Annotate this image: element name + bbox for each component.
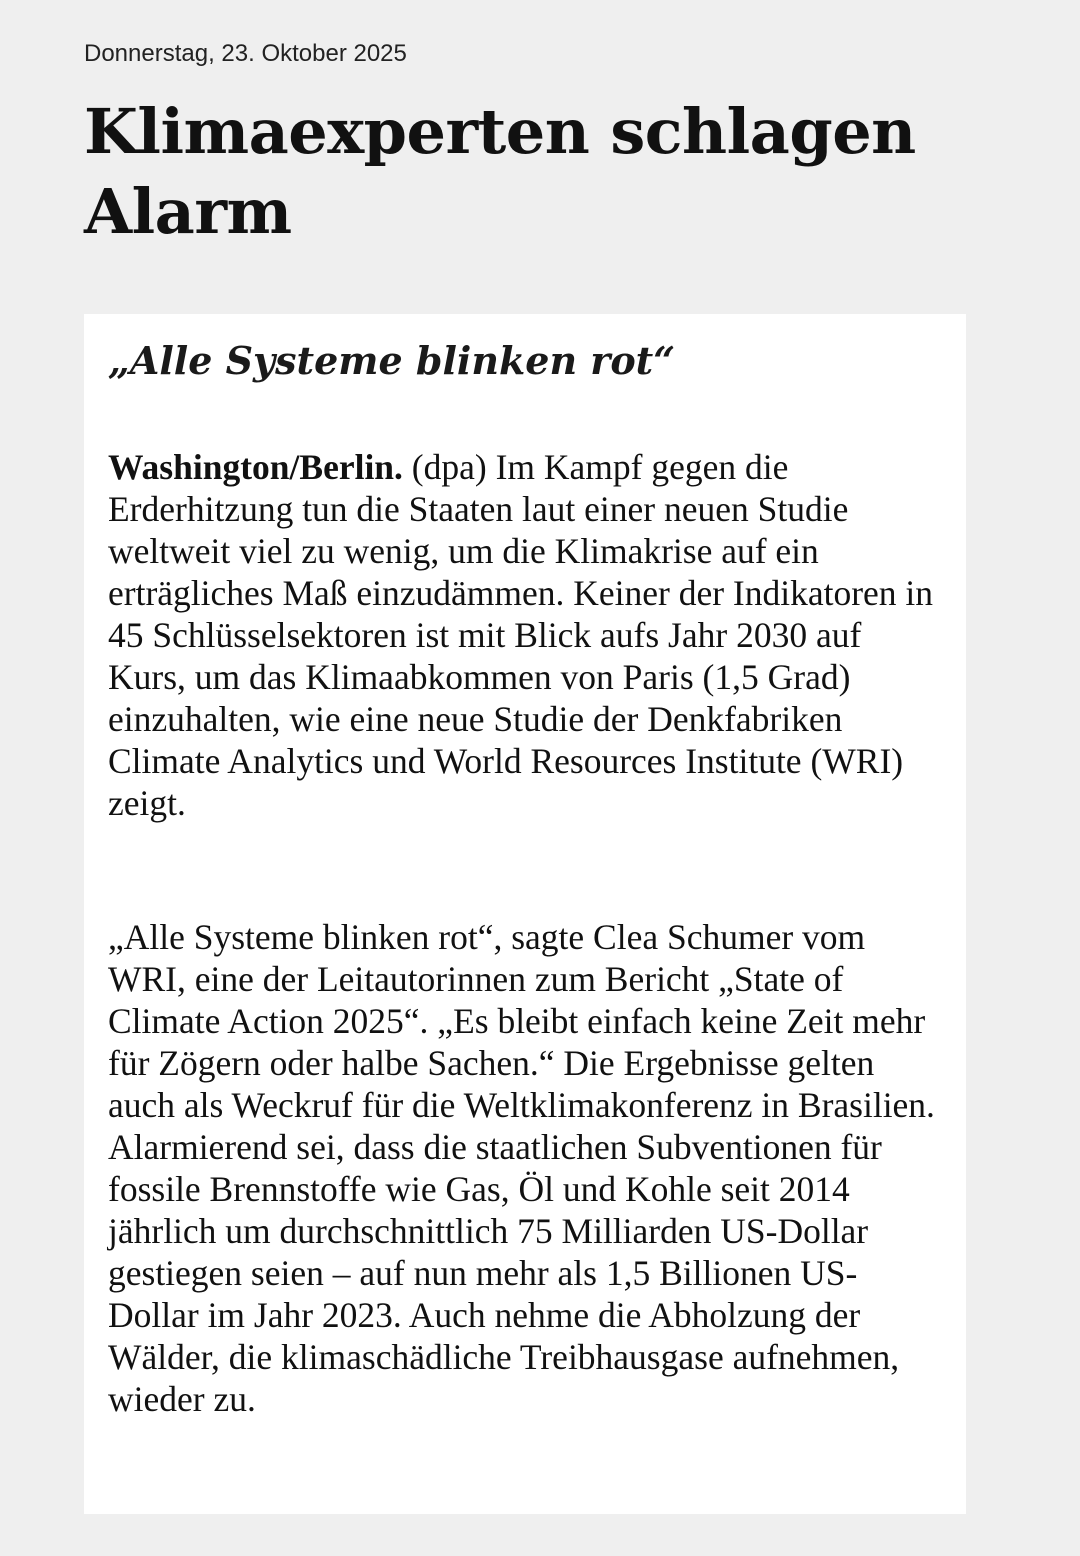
article-dateline: Washington/Berlin.	[108, 447, 403, 487]
article-date: Donnerstag, 23. Oktober 2025	[84, 40, 407, 67]
article-paragraph-1-text: (dpa) Im Kampf gegen die Erderhitzung tun die Staaten laut einer neuen Studie weltweit viel zu wenig, um die Klimakrise auf ein erträgliches Maß einzudämmen. Keiner der Indikatoren in 45 Schlüsselsektoren ist mit Blick aufs Jahr 2030 auf Kurs, um das Klimaabkommen von Paris (1,5 Grad) einzuhalten, wie eine neue Studie der Denkfabriken Climate Analytics und World Resources Institute (WRI) zeigt.	[108, 447, 934, 823]
article-subtitle: „Alle Systeme blinken rot“	[108, 338, 676, 383]
article-paragraph-2: „Alle Systeme blinken rot“, sagte Clea Schumer vom WRI, eine der Leitautorinnen zum Bericht „State of Climate Action 2025“. „Es bleibt einfach keine Zeit mehr für Zögern oder halbe Sachen.“ Die Ergebnisse gelten auch als Weckruf für die Weltklimakonferenz in Brasilien. Alarmierend sei, dass die staatlichen Subventionen für fossile Brennstoffe wie Gas, Öl und Kohle seit 2014 jährlich um durchschnittlich 75 Milliarden US-Dollar gestiegen seien – auf nun mehr als 1,5 Billionen US-Dollar im Jahr 2023. Auch nehme die Abholzung der Wälder, die klimaschädliche Treibhausgase aufnehmen, wieder zu.	[108, 917, 935, 1419]
article-paragraph-1	[108, 446, 944, 824]
article-card	[84, 314, 966, 1514]
article-headline: Klimaexperten schlagen Alarm	[84, 95, 916, 248]
